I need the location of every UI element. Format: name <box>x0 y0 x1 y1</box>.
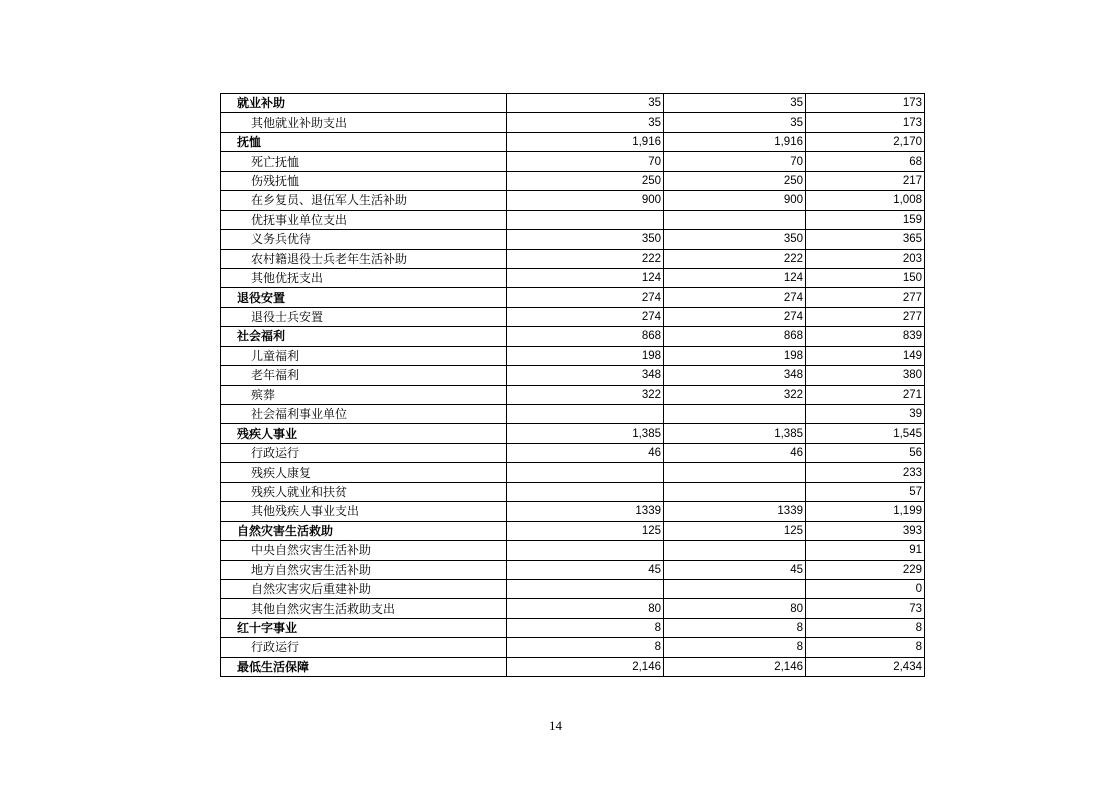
amount-cell-3: 839 <box>806 327 925 346</box>
amount-cell-1: 124 <box>507 268 664 287</box>
amount-cell-2: 35 <box>664 94 806 113</box>
item-label: 农村籍退役士兵老年生活补助 <box>221 249 507 268</box>
item-label: 死亡抚恤 <box>221 152 507 171</box>
amount-cell-1 <box>507 541 664 560</box>
amount-cell-2: 322 <box>664 385 806 404</box>
amount-cell-3: 380 <box>806 366 925 385</box>
amount-cell-1 <box>507 579 664 598</box>
amount-cell-3: 229 <box>806 560 925 579</box>
amount-cell-1 <box>507 482 664 501</box>
amount-cell-2 <box>664 541 806 560</box>
item-row <box>221 579 925 598</box>
amount-cell-3: 8 <box>806 618 925 637</box>
amount-cell-3: 0 <box>806 579 925 598</box>
item-row <box>221 405 925 424</box>
amount-cell-2: 900 <box>664 191 806 210</box>
amount-cell-1: 274 <box>507 307 664 326</box>
category-label: 退役安置 <box>221 288 507 307</box>
amount-cell-2: 198 <box>664 346 806 365</box>
amount-cell-2 <box>664 210 806 229</box>
amount-cell-1: 1,916 <box>507 132 664 151</box>
item-row <box>221 268 925 287</box>
item-row <box>221 482 925 501</box>
amount-cell-1: 1,385 <box>507 424 664 443</box>
item-label: 残疾人就业和扶贫 <box>221 482 507 501</box>
item-label: 优抚事业单位支出 <box>221 210 507 229</box>
amount-cell-3: 159 <box>806 210 925 229</box>
category-row <box>221 618 925 637</box>
amount-cell-3: 2,434 <box>806 657 925 676</box>
item-label: 伤残抚恤 <box>221 171 507 190</box>
amount-cell-1: 868 <box>507 327 664 346</box>
amount-cell-3: 150 <box>806 268 925 287</box>
amount-cell-2: 124 <box>664 268 806 287</box>
category-label: 最低生活保障 <box>221 657 507 676</box>
amount-cell-1: 35 <box>507 113 664 132</box>
item-label: 义务兵优待 <box>221 230 507 249</box>
category-row <box>221 424 925 443</box>
amount-cell-2: 8 <box>664 618 806 637</box>
amount-cell-1: 8 <box>507 618 664 637</box>
amount-cell-3: 393 <box>806 521 925 540</box>
item-row <box>221 346 925 365</box>
amount-cell-2: 8 <box>664 638 806 657</box>
amount-cell-2: 45 <box>664 560 806 579</box>
category-label: 就业补助 <box>221 94 507 113</box>
category-label: 红十字事业 <box>221 618 507 637</box>
amount-cell-3: 8 <box>806 638 925 657</box>
item-label: 地方自然灾害生活补助 <box>221 560 507 579</box>
amount-cell-2: 1,385 <box>664 424 806 443</box>
item-label: 儿童福利 <box>221 346 507 365</box>
item-row <box>221 443 925 462</box>
amount-cell-2: 125 <box>664 521 806 540</box>
amount-cell-1 <box>507 210 664 229</box>
amount-cell-3: 173 <box>806 94 925 113</box>
amount-cell-3: 277 <box>806 307 925 326</box>
item-row <box>221 502 925 521</box>
amount-cell-3: 1,008 <box>806 191 925 210</box>
amount-cell-1: 125 <box>507 521 664 540</box>
page-number: 14 <box>549 718 562 733</box>
amount-cell-3: 149 <box>806 346 925 365</box>
amount-cell-3: 57 <box>806 482 925 501</box>
amount-cell-2 <box>664 405 806 424</box>
table-body <box>221 94 925 677</box>
amount-cell-2: 2,146 <box>664 657 806 676</box>
item-row <box>221 307 925 326</box>
item-row <box>221 385 925 404</box>
item-row <box>221 541 925 560</box>
item-row <box>221 171 925 190</box>
item-row <box>221 638 925 657</box>
amount-cell-2: 274 <box>664 288 806 307</box>
amount-cell-3: 365 <box>806 230 925 249</box>
amount-cell-2: 1339 <box>664 502 806 521</box>
amount-cell-1: 70 <box>507 152 664 171</box>
item-label: 殡葬 <box>221 385 507 404</box>
amount-cell-2: 70 <box>664 152 806 171</box>
amount-cell-1: 350 <box>507 230 664 249</box>
item-label: 自然灾害灾后重建补助 <box>221 579 507 598</box>
amount-cell-2 <box>664 579 806 598</box>
item-label: 中央自然灾害生活补助 <box>221 541 507 560</box>
item-row <box>221 560 925 579</box>
category-row <box>221 94 925 113</box>
amount-cell-2 <box>664 482 806 501</box>
amount-cell-1: 322 <box>507 385 664 404</box>
category-row <box>221 521 925 540</box>
amount-cell-1: 35 <box>507 94 664 113</box>
amount-cell-1: 46 <box>507 443 664 462</box>
item-row <box>221 152 925 171</box>
category-label: 自然灾害生活救助 <box>221 521 507 540</box>
item-row <box>221 210 925 229</box>
amount-cell-1: 348 <box>507 366 664 385</box>
amount-cell-3: 271 <box>806 385 925 404</box>
amount-cell-3: 277 <box>806 288 925 307</box>
category-label: 残疾人事业 <box>221 424 507 443</box>
amount-cell-1: 222 <box>507 249 664 268</box>
amount-cell-2: 1,916 <box>664 132 806 151</box>
item-row <box>221 249 925 268</box>
amount-cell-1: 80 <box>507 599 664 618</box>
item-row <box>221 191 925 210</box>
amount-cell-1: 274 <box>507 288 664 307</box>
amount-cell-1: 900 <box>507 191 664 210</box>
category-row <box>221 327 925 346</box>
item-label: 残疾人康复 <box>221 463 507 482</box>
amount-cell-2: 80 <box>664 599 806 618</box>
amount-cell-3: 39 <box>806 405 925 424</box>
category-row <box>221 288 925 307</box>
amount-cell-2: 348 <box>664 366 806 385</box>
category-row <box>221 657 925 676</box>
amount-cell-3: 91 <box>806 541 925 560</box>
item-label: 行政运行 <box>221 443 507 462</box>
budget-table <box>220 93 925 677</box>
amount-cell-1: 198 <box>507 346 664 365</box>
amount-cell-3: 56 <box>806 443 925 462</box>
amount-cell-2: 35 <box>664 113 806 132</box>
category-label: 社会福利 <box>221 327 507 346</box>
item-row <box>221 366 925 385</box>
amount-cell-2: 350 <box>664 230 806 249</box>
amount-cell-2 <box>664 463 806 482</box>
item-label: 老年福利 <box>221 366 507 385</box>
amount-cell-3: 1,199 <box>806 502 925 521</box>
amount-cell-2: 868 <box>664 327 806 346</box>
category-label: 抚恤 <box>221 132 507 151</box>
item-row <box>221 599 925 618</box>
amount-cell-3: 68 <box>806 152 925 171</box>
category-row <box>221 132 925 151</box>
item-row <box>221 113 925 132</box>
item-label: 其他就业补助支出 <box>221 113 507 132</box>
item-label: 其他自然灾害生活救助支出 <box>221 599 507 618</box>
item-label: 在乡复员、退伍军人生活补助 <box>221 191 507 210</box>
amount-cell-1 <box>507 405 664 424</box>
amount-cell-3: 233 <box>806 463 925 482</box>
amount-cell-2: 250 <box>664 171 806 190</box>
amount-cell-1: 1339 <box>507 502 664 521</box>
amount-cell-1: 8 <box>507 638 664 657</box>
item-label: 其他优抚支出 <box>221 268 507 287</box>
amount-cell-1: 45 <box>507 560 664 579</box>
amount-cell-2: 46 <box>664 443 806 462</box>
item-label: 社会福利事业单位 <box>221 405 507 424</box>
item-label: 行政运行 <box>221 638 507 657</box>
item-row <box>221 463 925 482</box>
item-row <box>221 230 925 249</box>
amount-cell-3: 173 <box>806 113 925 132</box>
amount-cell-1 <box>507 463 664 482</box>
amount-cell-2: 274 <box>664 307 806 326</box>
amount-cell-3: 2,170 <box>806 132 925 151</box>
amount-cell-3: 203 <box>806 249 925 268</box>
amount-cell-2: 222 <box>664 249 806 268</box>
amount-cell-3: 1,545 <box>806 424 925 443</box>
amount-cell-1: 2,146 <box>507 657 664 676</box>
item-label: 其他残疾人事业支出 <box>221 502 507 521</box>
amount-cell-1: 250 <box>507 171 664 190</box>
amount-cell-3: 73 <box>806 599 925 618</box>
amount-cell-3: 217 <box>806 171 925 190</box>
item-label: 退役士兵安置 <box>221 307 507 326</box>
